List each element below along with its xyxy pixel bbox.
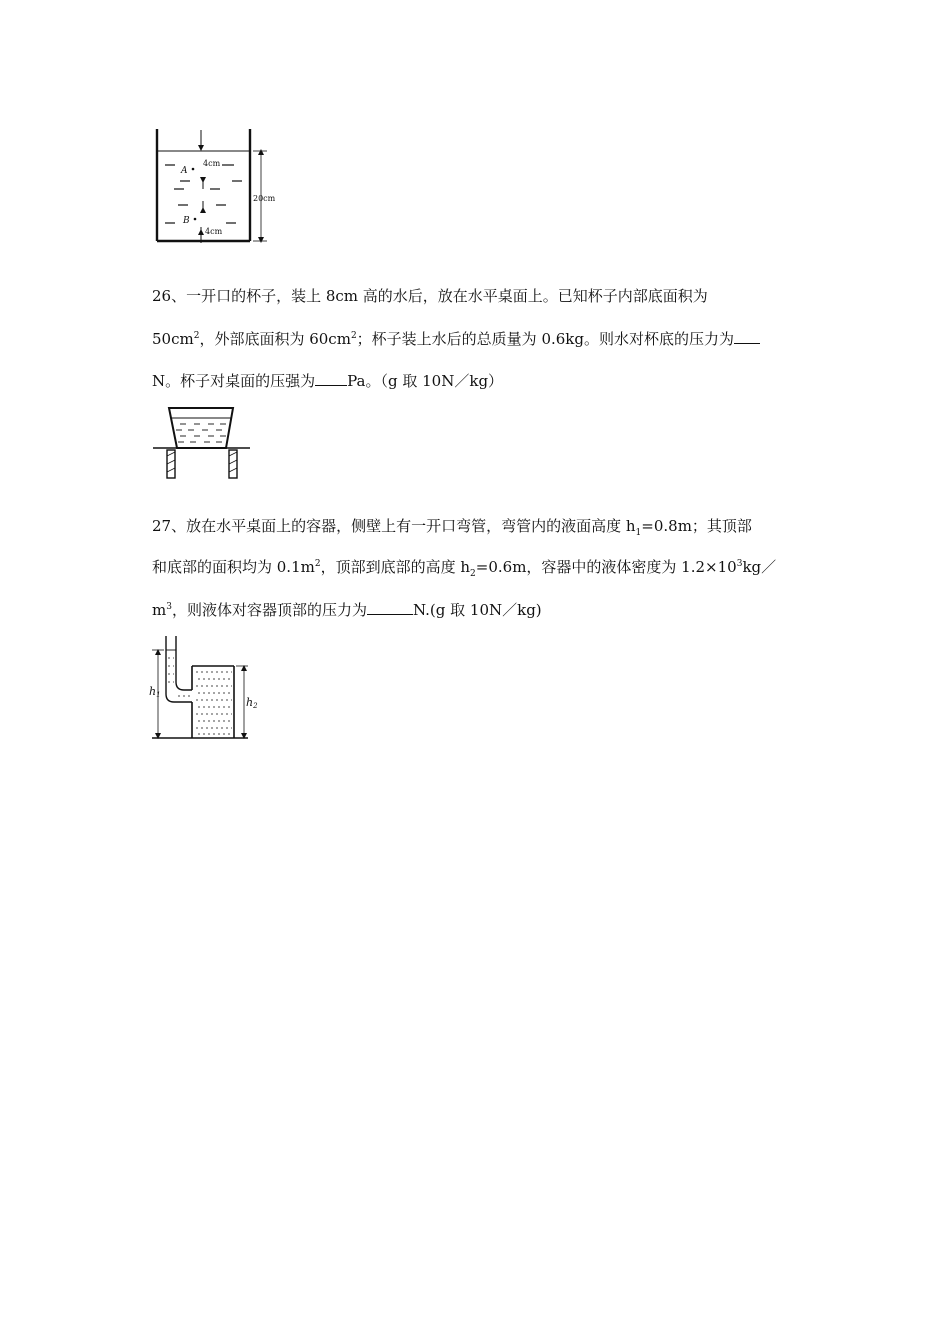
q26-text: 50cm [152, 330, 194, 348]
subscript: 1 [635, 528, 642, 538]
q26-line-1-text: 26、一开口的杯子，装上 8cm 高的水后，放在水平桌面上。已知杯子内部底面积为 [152, 287, 708, 305]
cup-on-table-figure [150, 404, 262, 496]
q27-line-1 [152, 516, 752, 536]
container-figure-a-b [150, 125, 290, 247]
h2-label: h2 [246, 696, 258, 710]
q26-text: ，外部底面积为 60cm [199, 330, 351, 348]
dimension-top-label: 4cm [203, 159, 221, 168]
q26-line-1 [152, 286, 708, 306]
q26-line-2 [152, 329, 760, 349]
dimension-height-label: 20cm [253, 194, 276, 203]
q27-line-2 [152, 557, 776, 577]
q27-text: m [152, 601, 167, 619]
answer-blank-pressure[interactable] [315, 371, 347, 386]
q27-text: kg／ [742, 558, 777, 576]
q26-line-3 [152, 371, 503, 391]
subscript: 2 [470, 569, 476, 579]
superscript: 2 [314, 559, 321, 569]
q27-text: 和底部的面积均为 0.1m [152, 558, 315, 576]
superscript: 2 [193, 331, 200, 341]
dimension-bottom-label: 4cm [205, 227, 223, 236]
bent-tube-container-figure [148, 632, 260, 746]
superscript: 3 [736, 559, 743, 569]
point-a-label: A [181, 166, 188, 176]
superscript: 3 [166, 602, 172, 612]
q26-text: ；杯子装上水后的总质量为 0.6kg。则水对杯底的压力为 [356, 330, 734, 348]
q27-text: 27、放在水平桌面上的容器，侧壁上有一开口弯管，弯管内的液面高度 h [152, 517, 636, 535]
q27-text: ，顶部到底部的高度 h [320, 558, 471, 576]
q27-text: =0.6m，容器中的液体密度为 1.2×10 [475, 558, 737, 576]
answer-blank-pressure-force[interactable] [734, 329, 760, 344]
q26-text: N。杯子对桌面的压强为 [152, 372, 316, 390]
q27-text: =0.8m；其顶部 [641, 517, 752, 535]
answer-blank-top-force[interactable] [367, 600, 413, 615]
q27-line-3 [152, 600, 542, 620]
q27-text: ，则液体对容器顶部的压力为 [171, 601, 367, 619]
q26-text: Pa。（g 取 10N／kg） [347, 372, 504, 390]
h1-label: h1 [149, 685, 161, 699]
point-b-label: B [183, 216, 190, 226]
q27-text: N.(g 取 10N／kg) [412, 601, 542, 619]
superscript: 2 [350, 331, 357, 341]
